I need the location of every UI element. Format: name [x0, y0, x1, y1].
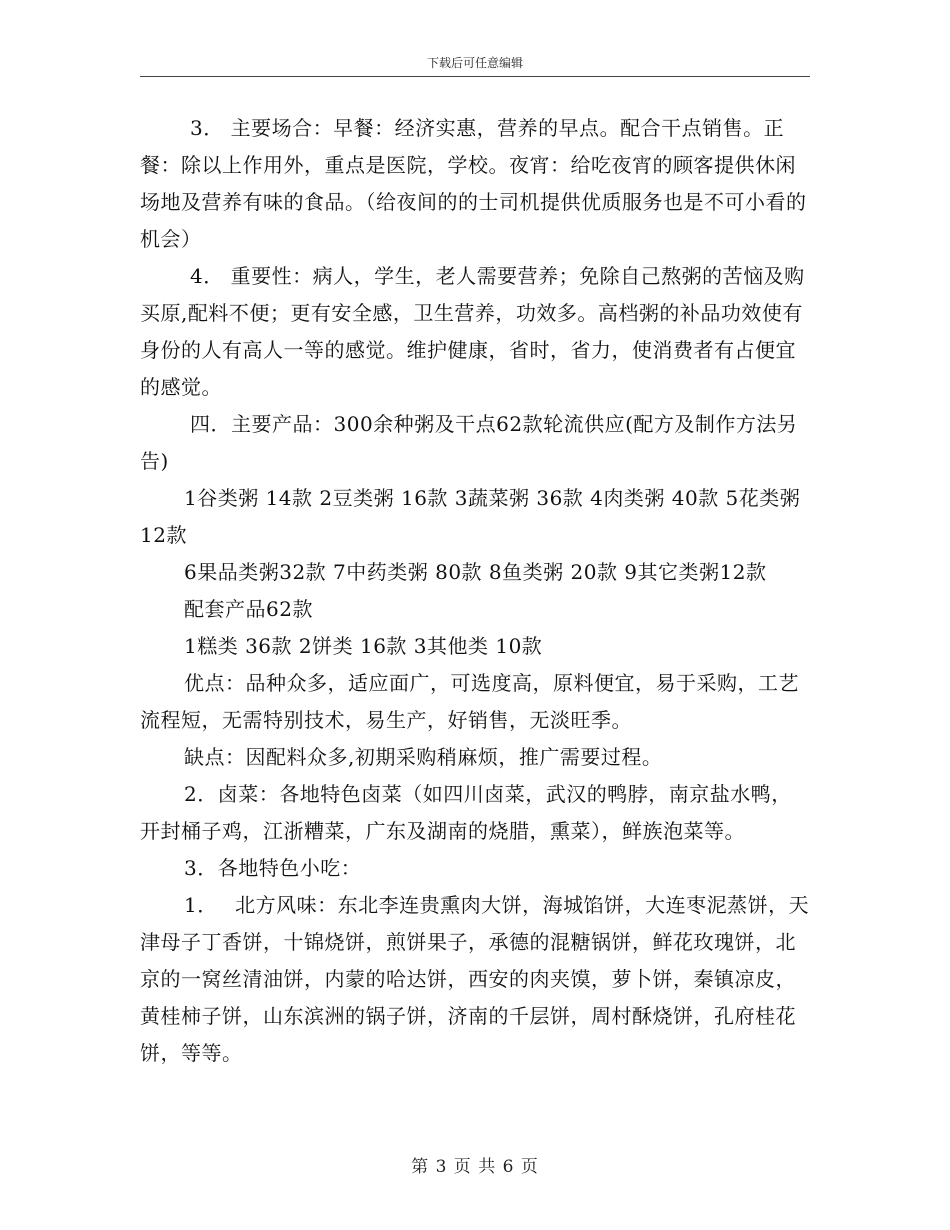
page-header: 下载后可任意编辑 [426, 56, 523, 70]
paragraph-side-products: 配套产品62款 [184, 597, 313, 621]
page-number: 第 3 页 共 6 页 [411, 1157, 539, 1177]
paragraph-northern-flavors: 1． 北方风味：东北李连贵熏肉大饼，海城馅饼，大连枣泥蒸饼，天津母子丁香饼，十锦烧饼，煎饼果子，承德的混糖锅饼，鲜花玫瑰饼，北京的一窝丝清油饼，内蒙的哈达饼，西安的肉夹馍，萝卜饼，秦镇凉皮，黄桂柿子饼，山东滨洲的锅子饼，济南的千层饼，周村酥烧饼，孔府桂花饼，等等。 [140, 893, 810, 1065]
paragraph-porridge-list-2: 6果品类粥32款 7中药类粥 80款 8鱼类粥 20款 9其它类粥12款 [184, 560, 767, 584]
paragraph-occasions: 3． 主要场合：早餐：经济实惠，营养的早点。配合干点销售。正餐：除以上作用外，重点是医院，学校。夜宵：给吃夜宵的顾客提供休闲场地及营养有味的食品。（给夜间的的士司机提供优质服务也是不可小看的机会） [140, 116, 807, 251]
paragraph-advantages: 优点：品种众多，适应面广，可选度高，原料便宜，易于采购，工艺流程短，无需特别技术，易生产，好销售，无淡旺季。 [140, 671, 799, 732]
paragraph-disadvantages: 缺点：因配料众多,初期采购稍麻烦，推广需要过程。 [184, 745, 663, 769]
paragraph-side-products-list: 1糕类 36款 2饼类 16款 3其他类 10款 [184, 634, 543, 658]
paragraph-main-products: 四．主要产品：300余种粥及干点62款轮流供应(配方及制作方法另告) [140, 412, 798, 473]
document-body [140, 110, 812, 1072]
paragraph-importance: 4． 重要性：病人，学生，老人需要营养；免除自己熬粥的苦恼及购买原,配料不便；更有安全感，卫生营养，功效多。高档粥的补品功效使有身份的人有高人一等的感觉。维护健康，省时，省力，使消费者有占便宜的感觉。 [140, 264, 805, 399]
paragraph-braised-dishes: 2．卤菜：各地特色卤菜（如四川卤菜，武汉的鸭脖，南京盐水鸭，开封桶子鸡，江浙糟菜，广东及湖南的烧腊，熏菜），鲜族泡菜等。 [140, 782, 792, 843]
paragraph-snacks-heading: 3．各地特色小吃： [184, 856, 362, 880]
paragraph-porridge-list-1: 1谷类粥 14款 2豆类粥 16款 3蔬菜粥 36款 4肉类粥 40款 5花类粥 12款 [140, 486, 801, 547]
header-divider [140, 76, 810, 77]
